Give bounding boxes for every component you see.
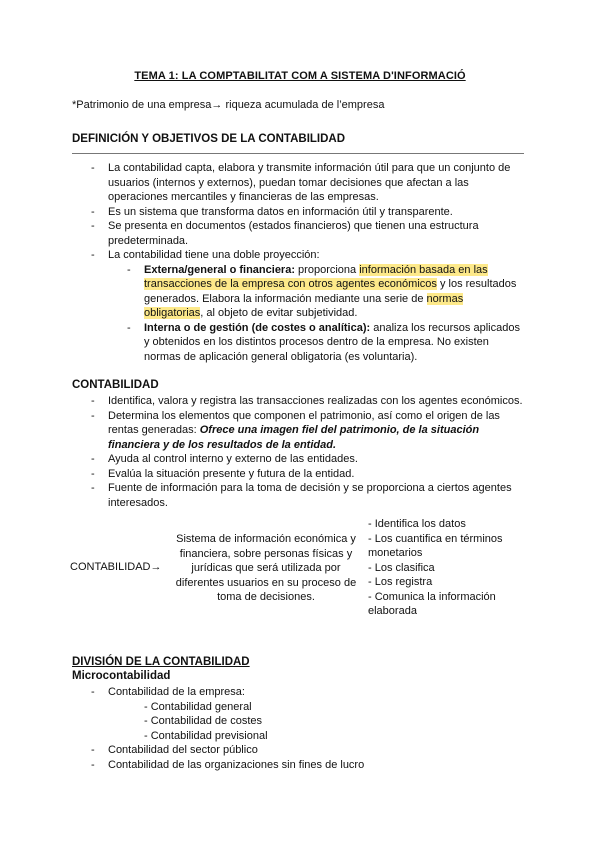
list-item: [0, 743, 600, 758]
sub-item-text: [144, 321, 524, 365]
page-title: TEMA 1: LA COMPTABILITAT COM A SISTEMA D'INFORMACIÓ: [134, 70, 466, 82]
bullet-dash: -: [127, 263, 131, 276]
definicion-list: [0, 161, 600, 364]
bullet-dash: -: [91, 453, 95, 465]
highlight-informacion: información basada en las transacciones de la empresa con otros agentes económicos: [144, 263, 488, 290]
section-heading-definicion: DEFINICIÓN Y OBJETIVOS DE LA CONTABILIDAD: [72, 133, 346, 145]
bullet-dash: -: [91, 409, 95, 422]
definition-label: CONTABILIDAD→: [70, 561, 162, 573]
list-item-text: [108, 409, 524, 453]
tier2-item: - Contabilidad previsional: [144, 729, 268, 742]
tier2-item: - Contabilidad de costes: [144, 715, 263, 727]
list-item: [0, 394, 600, 409]
list-item-text: Fuente de información para la toma de decisión y se proporciona a ciertos agentes interesados.: [108, 482, 512, 509]
list-item-text: Contabilidad del sector público: [108, 744, 258, 756]
sub-item-text: [144, 263, 524, 321]
section-heading-division: DIVISIÓN DE LA CONTABILIDAD: [72, 656, 250, 668]
list-item: [0, 685, 600, 700]
contabilidad-list: [0, 394, 600, 510]
list-item-text: La contabilidad capta, elabora y transmite información útil para que un conjunto de usuarios (internos y externos), puedan tomar decisiones que afectan a las operaciones mercantiles y financieras de las empresas.: [108, 162, 511, 203]
bullet-dash: -: [91, 686, 95, 698]
bullet-dash: -: [91, 220, 95, 232]
section-heading-contabilidad: CONTABILIDAD: [72, 379, 159, 391]
list-item-text: Identifica, valora y registra las transacciones realizadas con los agentes económicos.: [108, 395, 523, 407]
term-externa: Externa/general o financiera:: [144, 263, 295, 276]
text-span: Determina los elementos que componen el patrimonio, así como el origen de las rentas generadas:: [108, 409, 500, 436]
list-item-text: Contabilidad de la empresa:: [108, 686, 245, 698]
list-item: [0, 452, 600, 467]
list-item: [0, 219, 600, 248]
list-item: [0, 758, 600, 773]
list-item-text: Es un sistema que transforma datos en información útil y transparente.: [108, 205, 453, 218]
highlight-normas: normas obligatorias: [144, 292, 464, 319]
subheading-microcontabilidad: Microcontabilidad: [72, 670, 171, 682]
bullet-dash: -: [91, 758, 95, 771]
text-span: y los resultados generados. Elabora la información mediante una serie de: [144, 278, 517, 305]
function-item: - Los registra: [368, 576, 433, 588]
function-item: - Los cuantifica en términos monetarios: [368, 532, 503, 559]
list-item-text: Ayuda al control interno y externo de las entidades.: [108, 453, 358, 465]
sub-list-item-externa: [0, 263, 600, 321]
bullet-dash: -: [91, 744, 95, 756]
patrimonio-note: *Patrimonio de una empresa→ riqueza acumulada de l’empresa: [72, 99, 385, 111]
list-item-text: Contabilidad de las organizaciones sin fines de lucro: [108, 758, 365, 771]
bullet-dash: -: [91, 482, 95, 494]
function-item: - Los clasifica: [368, 561, 435, 574]
term-interna: Interna o de gestión (de costes o analítica):: [144, 321, 371, 334]
definition-functions: [368, 517, 528, 619]
list-item-text: Evalúa la situación presente y futura de la entidad.: [108, 467, 355, 480]
function-item: - Identifica los datos: [368, 518, 466, 530]
bullet-dash: -: [127, 321, 131, 334]
definition-text: Sistema de información económica y financiera, sobre personas físicas y jurídicas que será utilizada por diferentes usuarios en su proceso de toma de decisiones.: [175, 533, 357, 603]
list-item: [0, 409, 600, 453]
bullet-dash: -: [91, 162, 95, 174]
division-list: [0, 685, 600, 772]
list-item: [0, 248, 600, 263]
sub-list-item-interna: [0, 321, 600, 365]
imagen-fiel-emphasis: Ofrece una imagen fiel del patrimonio, de la situación financiera y de los resultados de la entidad.: [108, 424, 480, 451]
function-item: - Comunica la información elaborada: [368, 590, 496, 617]
list-item: [0, 205, 600, 220]
bullet-dash: -: [91, 249, 95, 261]
tier2-item: - Contabilidad general: [144, 700, 252, 713]
text-span: , al objeto de evitar subjetividad.: [200, 307, 358, 319]
list-item-text: Se presenta en documentos (estados financieros) que tienen una estructura predeterminada.: [108, 220, 479, 247]
section-divider: [72, 153, 524, 154]
text-span: analiza los recursos aplicados y obtenidos en los distintos procesos dentro de la empresa. No existen normas de aplicación general obligatoria (es voluntaria).: [144, 321, 520, 363]
bullet-dash: -: [91, 467, 95, 480]
list-item: [0, 481, 600, 510]
bullet-dash: -: [91, 205, 95, 218]
bullet-dash: -: [91, 395, 95, 407]
list-item-text: La contabilidad tiene una doble proyección:: [108, 249, 320, 261]
list-item: [0, 161, 600, 205]
text-span: proporciona: [295, 263, 360, 276]
list-item: [0, 467, 600, 482]
